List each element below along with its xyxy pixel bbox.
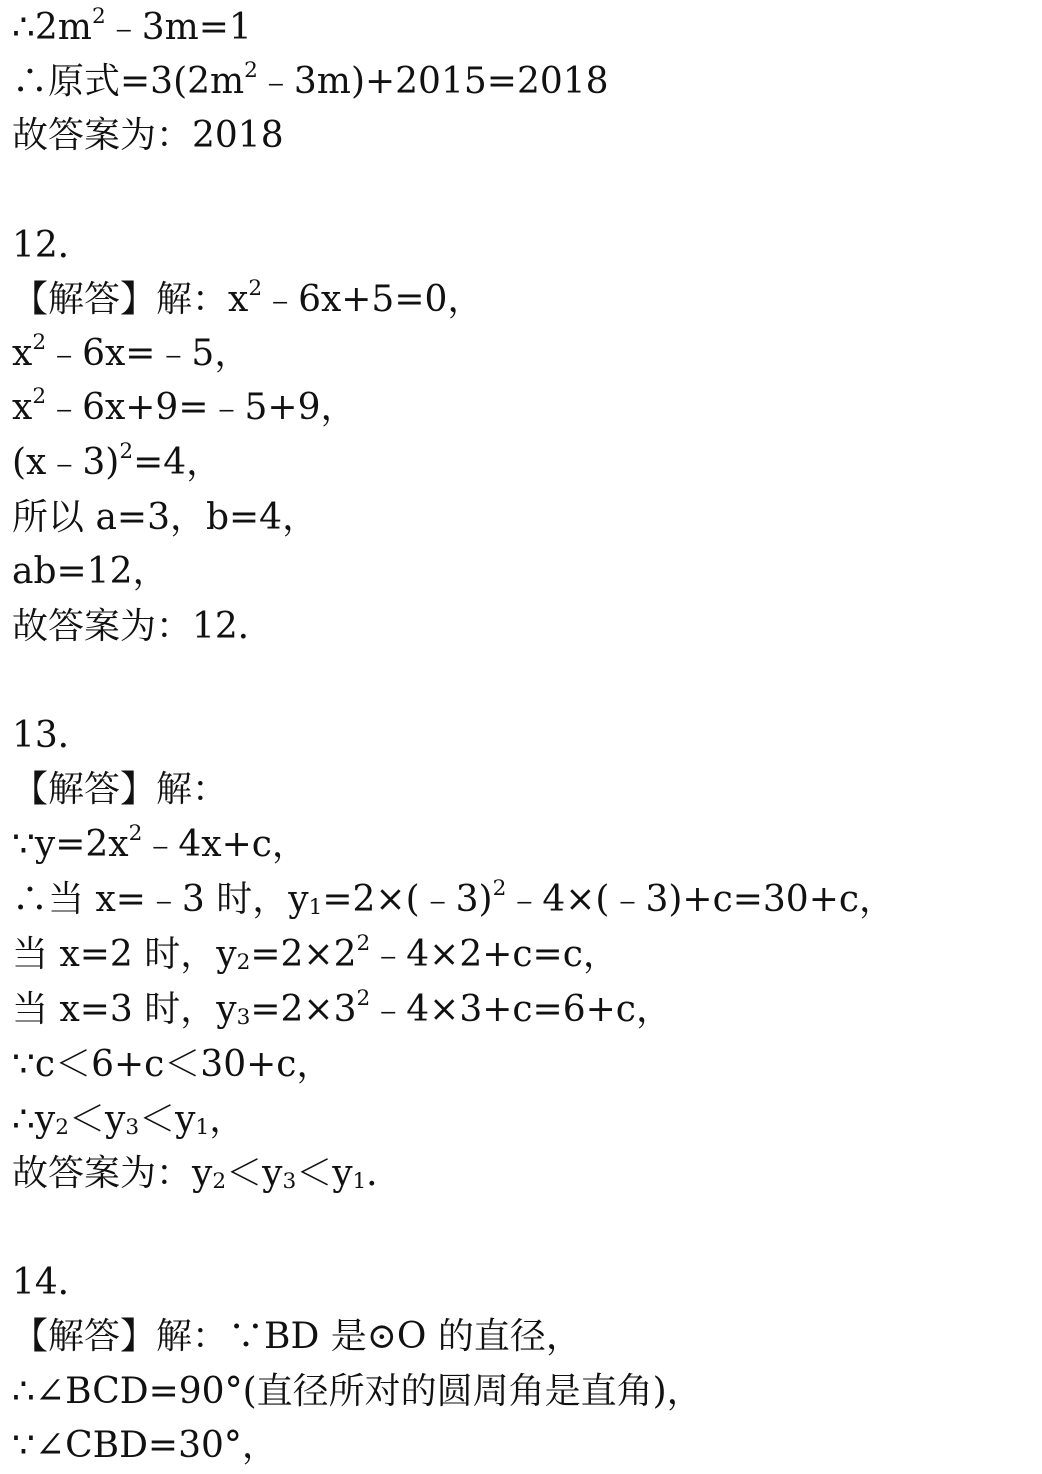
text-run: =2×2 bbox=[250, 934, 357, 975]
text-run: ∴原式=3(2m bbox=[12, 61, 245, 102]
subscript: 2 bbox=[55, 1115, 69, 1141]
text-run: 【解答】解： bbox=[12, 769, 229, 810]
superscript: 2 bbox=[244, 57, 258, 83]
text-run: ﹣4x+c， bbox=[142, 824, 308, 865]
text-line bbox=[12, 984, 672, 1036]
text-run: 当 x=3 时，y bbox=[12, 989, 237, 1030]
text-run: 当 x=2 时，y bbox=[12, 934, 237, 975]
text-run: ＜y bbox=[139, 1099, 196, 1140]
text-line bbox=[12, 1311, 582, 1363]
text-run: ， bbox=[209, 1099, 246, 1140]
superscript: 2 bbox=[356, 985, 371, 1011]
subscript: 1 bbox=[195, 1115, 210, 1141]
superscript: 2 bbox=[128, 820, 143, 846]
text-line bbox=[12, 1039, 332, 1091]
subscript: 3 bbox=[236, 1005, 251, 1031]
text-line bbox=[12, 1257, 94, 1309]
text-line bbox=[12, 601, 274, 653]
text-run: ∴y bbox=[12, 1099, 56, 1140]
text-run: ∵∠CBD=30°， bbox=[12, 1425, 278, 1466]
text-line bbox=[12, 929, 619, 981]
text-run: ﹣6x+9=﹣5+9， bbox=[46, 387, 357, 428]
text-run: 12． bbox=[12, 225, 94, 266]
text-line bbox=[12, 710, 94, 762]
superscript: 2 bbox=[492, 875, 507, 901]
subscript: 2 bbox=[236, 950, 251, 976]
text-line bbox=[12, 819, 308, 871]
text-line bbox=[12, 382, 356, 434]
superscript: 2 bbox=[119, 438, 134, 464]
text-line bbox=[12, 764, 228, 816]
text-run: ﹣6x=﹣5， bbox=[46, 333, 251, 374]
subscript: 2 bbox=[212, 1169, 227, 1195]
text-run: 所以 a=3，b=4， bbox=[12, 497, 319, 538]
text-run: ＜y bbox=[69, 1099, 126, 1140]
text-run: ﹣3m=1 bbox=[105, 7, 252, 48]
text-run: ∴当 x=﹣3 时，y bbox=[12, 879, 309, 920]
superscript: 2 bbox=[248, 275, 263, 301]
text-run: 14． bbox=[12, 1262, 94, 1303]
text-run: ﹣3m)+2015=2018 bbox=[257, 61, 609, 102]
text-run: =2×(﹣3) bbox=[322, 879, 493, 920]
text-run: (x﹣3) bbox=[12, 442, 120, 483]
text-run: 13． bbox=[12, 715, 94, 756]
subscript: 3 bbox=[282, 1169, 297, 1195]
text-run: ﹣4×(﹣3)+c=30+c， bbox=[506, 879, 896, 920]
text-line bbox=[12, 1366, 703, 1418]
text-line bbox=[12, 110, 284, 162]
text-run: 【解答】解：∵BD 是⊙O 的直径， bbox=[12, 1316, 582, 1357]
text-run: ＜y bbox=[296, 1153, 353, 1194]
text-run: =4， bbox=[133, 442, 223, 483]
text-run: ﹣4×3+c=6+c， bbox=[370, 989, 672, 1030]
text-run: ＜y bbox=[226, 1153, 283, 1194]
text-run: ∵y=2x bbox=[12, 824, 129, 865]
text-line bbox=[12, 328, 250, 380]
text-line bbox=[12, 220, 94, 272]
text-run: ∵c＜6+c＜30+c， bbox=[12, 1044, 333, 1085]
superscript: 2 bbox=[91, 3, 106, 29]
text-line bbox=[12, 546, 168, 598]
text-run: x bbox=[12, 387, 33, 428]
text-run: 故答案为：2018 bbox=[12, 115, 284, 156]
text-line bbox=[12, 437, 222, 489]
text-run: ． bbox=[366, 1153, 403, 1194]
text-run: 故答案为：y bbox=[12, 1153, 213, 1194]
text-run: 【解答】解：x bbox=[12, 279, 249, 320]
text-line bbox=[12, 2, 252, 54]
text-run: ab=12， bbox=[12, 551, 169, 592]
text-run: ﹣6x+5=0， bbox=[262, 279, 484, 320]
text-run: x bbox=[12, 333, 33, 374]
superscript: 2 bbox=[356, 930, 371, 956]
text-run: =2×3 bbox=[250, 989, 357, 1030]
text-run: ∴2m bbox=[12, 7, 92, 48]
text-line bbox=[12, 874, 895, 926]
subscript: 3 bbox=[125, 1115, 140, 1141]
text-run: ﹣4×2+c=c， bbox=[370, 934, 619, 975]
text-line bbox=[12, 1148, 402, 1200]
text-line bbox=[12, 492, 318, 544]
text-line bbox=[12, 56, 609, 108]
subscript: 1 bbox=[352, 1169, 367, 1195]
text-line bbox=[12, 1420, 278, 1472]
text-run: 故答案为：12． bbox=[12, 606, 274, 647]
superscript: 2 bbox=[32, 329, 47, 355]
text-run: ∴∠BCD=90°(直径所对的圆周角是直角)， bbox=[12, 1371, 703, 1412]
subscript: 1 bbox=[308, 895, 323, 921]
text-line bbox=[12, 274, 483, 326]
text-line bbox=[12, 1094, 245, 1146]
superscript: 2 bbox=[32, 383, 47, 409]
